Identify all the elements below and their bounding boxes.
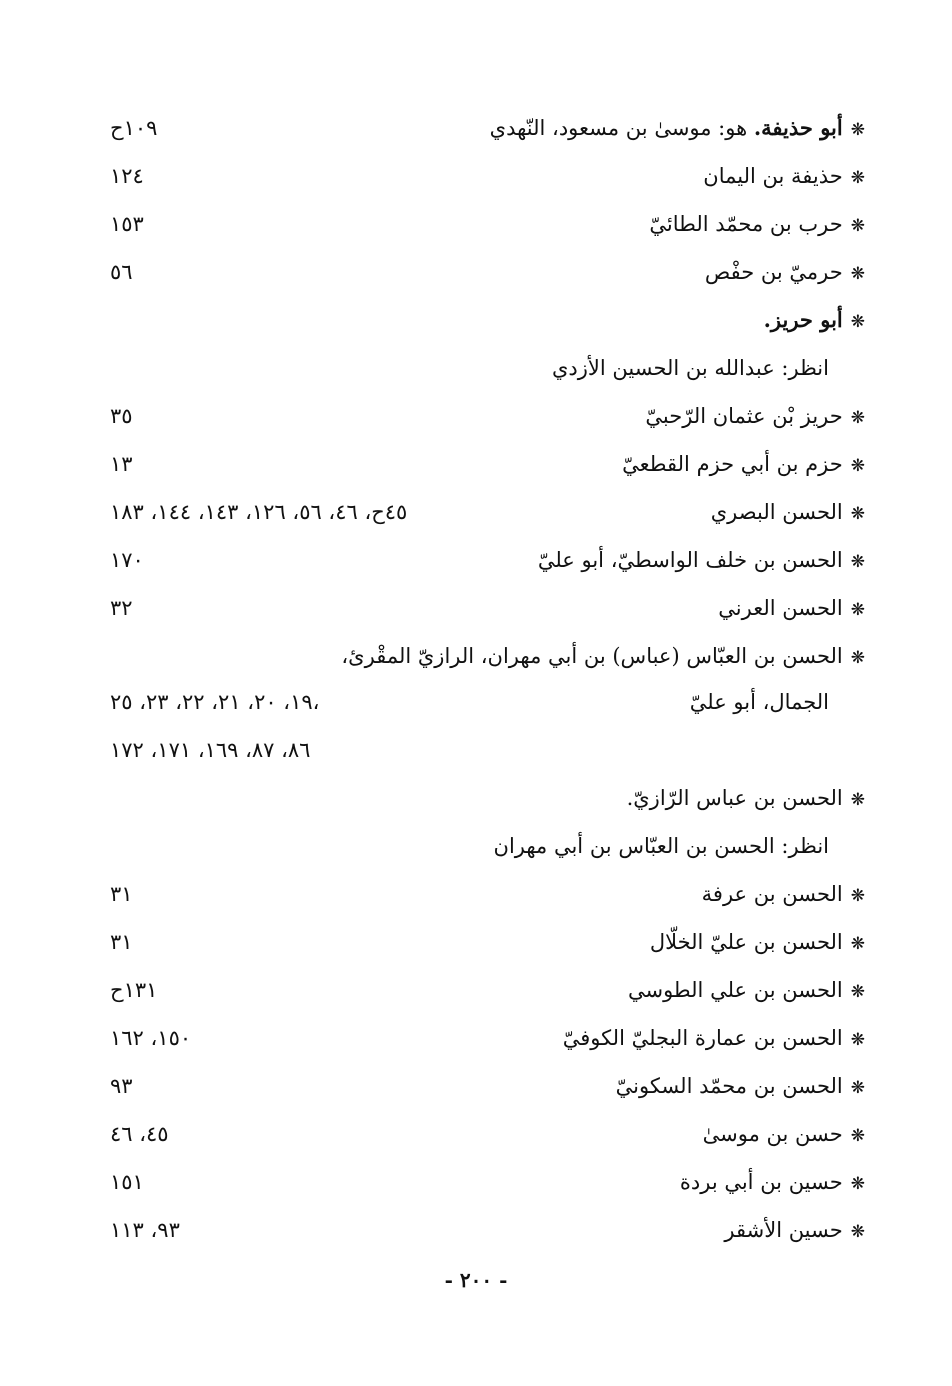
index-entry [110,108,865,148]
entry-page-refs: ١٣١ح [110,978,158,1002]
entry-bullet-icon: ❋ [850,216,865,236]
index-entry [110,588,865,628]
index-entry [110,1162,865,1202]
entry-name: حريز بْن عثمان الرّحبيّ [645,404,843,428]
entry-heading [724,1210,865,1252]
entry-page-refs: ١٣ [110,452,133,476]
entry-heading [703,156,865,198]
entry-name: الجمال، أبو عليّ [689,690,829,714]
entry-name: حزم بن أبي حزم القطعيّ [622,452,843,476]
entry-name: حسين بن أبي بردة [679,1170,843,1194]
entry-name: أبو حريز. [763,307,843,332]
entry-heading [703,1114,865,1156]
entry-name: الحسن البصري [710,500,843,524]
entry-note: هو: موسىٰ بن مسعود، النّهدي [489,116,754,140]
entry-bullet-icon: ❋ [850,264,865,284]
entry-name: الحسن بن عرفة [701,882,843,906]
entry-heading [622,444,865,486]
index-entry [110,970,865,1010]
index-entry [110,492,865,532]
entry-heading [645,396,865,438]
index-entry [110,1018,865,1058]
entry-bullet-icon: ❋ [850,456,865,476]
entry-bullet-icon: ❋ [850,790,865,810]
entry-bullet-icon: ❋ [850,1126,865,1146]
entry-name: الحسن بن علي الطوسي [627,978,843,1002]
entry-bullet-icon: ❋ [850,408,865,428]
entry-page-refs: ١٥٣ [110,212,144,236]
entry-name: الحسن بن محمّد السكونيّ [615,1074,843,1098]
entry-bullet-icon: ❋ [850,1222,865,1242]
entry-name: الحسن بن عمارة البجليّ الكوفيّ [562,1026,843,1050]
entry-name: أبو حذيفة. [753,115,843,140]
entry-heading [718,588,865,630]
entry-name: الحسن العرني [718,596,843,620]
entry-bullet-icon: ❋ [850,312,865,332]
entry-name: الحسن بن عليّ الخلّال [649,930,843,954]
entry-page-refs: ١٠٩ح [110,116,158,140]
entry-name: حذيفة بن اليمان [703,164,843,188]
entry-heading [538,540,865,582]
entry-heading [490,108,865,150]
index-entry [110,922,865,962]
entry-heading [627,778,865,820]
entry-heading [649,204,865,246]
entry-heading [628,970,865,1012]
entry-page-refs: ١٢٤ [110,164,144,188]
entry-heading [563,1018,865,1060]
entry-heading [690,682,829,722]
entry-bullet-icon: ❋ [850,552,865,572]
entry-page-refs: ٣١ [110,930,133,954]
entry-page-refs: ١٧٠ [110,548,144,572]
entry-bullet-icon: ❋ [850,1030,865,1050]
entry-bullet-icon: ❋ [850,1078,865,1098]
entry-page-refs: ١٥١ [110,1170,144,1194]
index-entry [110,396,865,436]
index-entry [110,300,865,340]
index-entry [110,444,865,484]
entry-heading [711,492,865,534]
entry-name: انظر: عبدالله بن الحسين الأزدي [551,356,829,380]
index-entry [110,778,865,818]
entry-page-refs: ٣١ [110,882,133,906]
entry-name: حسين الأشقر [724,1218,843,1242]
entry-heading [650,922,865,964]
entry-heading [705,252,865,294]
entry-bullet-icon: ❋ [850,600,865,620]
entry-heading [616,1066,865,1108]
index-entry [110,682,865,722]
index-entry [110,1114,865,1154]
entry-heading [341,636,865,678]
entry-page-refs: ٣٥ [110,404,133,428]
index-entry [110,636,865,676]
index-entry [110,204,865,244]
index-entry [110,540,865,580]
entry-bullet-icon: ❋ [850,648,865,668]
index-entry [110,252,865,292]
entry-name: انظر: الحسن بن العبّاس بن أبي مهران [493,834,829,858]
entry-name: حرميّ بن حفْص [704,260,843,284]
page-number: - ٢٠٠ - [444,1268,508,1292]
entry-bullet-icon: ❋ [850,120,865,140]
entry-name: حرب بن محمّد الطائيّ [649,212,843,236]
entry-name: الحسن بن عباس الرّازيّ. [626,786,843,810]
entry-page-refs: ٥٦ [110,260,133,284]
entry-page-refs: ٩٣ [110,1074,133,1098]
entry-name: حسن بن موسىٰ [702,1122,843,1146]
index-entry [110,348,865,388]
entry-page-refs: ٣٢ [110,596,133,620]
entry-page-refs: ١٩، ٢٠، ٢١، ٢٢، ٢٣، ٢٥، [110,690,320,714]
entry-name: الحسن بن العبّاس (عباس) بن أبي مهران، الرازيّ المقْرئ، [341,644,843,668]
entry-page-refs: ٤٥، ٤٦ [110,1122,169,1146]
entry-bullet-icon: ❋ [850,886,865,906]
index-entry [110,730,865,770]
entry-bullet-icon: ❋ [850,168,865,188]
entry-bullet-icon: ❋ [850,982,865,1002]
index-entry [110,874,865,914]
entry-page-refs: ٨٦، ٨٧، ١٦٩، ١٧١، ١٧٢ [110,738,311,762]
entry-heading [764,300,865,342]
entry-heading [680,1162,865,1204]
entry-heading [702,874,865,916]
index-entry [110,1066,865,1106]
index-entry [110,156,865,196]
entry-heading [494,826,829,866]
entry-name: الحسن بن خلف الواسطيّ، أبو عليّ [537,548,843,572]
entry-page-refs: ٤٥ح، ٤٦، ٥٦، ١٢٦، ١٤٣، ١٤٤، ١٨٣ [110,500,408,524]
index-entry [110,826,865,866]
entry-bullet-icon: ❋ [850,934,865,954]
index-entry [110,1210,865,1250]
entry-page-refs: ٩٣، ١١٣ [110,1218,180,1242]
entry-heading [552,348,829,388]
entry-bullet-icon: ❋ [850,504,865,524]
entry-bullet-icon: ❋ [850,1174,865,1194]
entry-page-refs: ١٥٠، ١٦٢ [110,1026,192,1050]
